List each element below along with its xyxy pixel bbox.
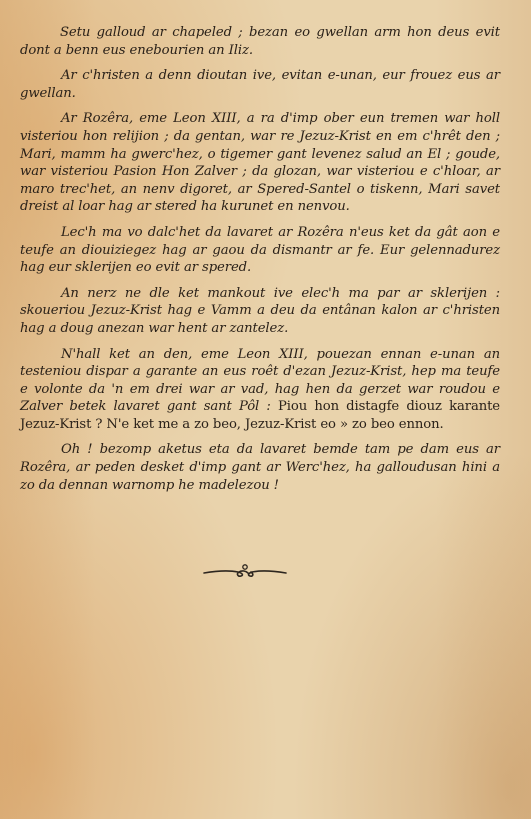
document-page <box>20 24 500 502</box>
paragraph-6-text: N'hall ket an den, eme Leon XIII, pouezan ennan e-unan an testeniou dispar a garante an eus roêt d'ezan Jezuz-Krist, hep ma teufe e volonte da 'n em drei war ar vad, hag hen da gerzet war roudou e Zalver betek lavaret gant sant Pôl : <box>20 346 500 415</box>
paragraph-6-roman-text: Piou hon distagfe diouz karante Jezuz-Krist ? N'e ket me a zo beo, Jezuz-Krist eo » zo beo ennon. <box>20 399 501 432</box>
paragraph-2-text: Ar c'hristen a denn dioutan ive, evitan e-unan, eur frouez eus ar gwellan. <box>20 68 500 101</box>
paragraph-4 <box>20 224 500 277</box>
paragraph-1 <box>20 24 500 59</box>
paragraph-3-text: Ar Rozêra, eme Leon XIII, a ra d'imp ober eun tremen war holl visteriou hon relijion ; da gentan, war re Jezuz-Krist en em c'hrêt den ; Mari, mamm ha gwerc'hez, o tigemer gant levenez salud an El ; goude, war visteriou Pasion Hon Zalver ; da glozan, war visteriou e c'hloar, ar maro trec'het, an nenv digoret, ar Spered-Santel o tiskenn, Mari savet dreist al loar hag ar stered ha kurunet en nenvou. <box>20 111 500 215</box>
paragraph-1-text: Setu galloud ar chapeled ; bezan eo gwellan arm hon deus evit dont a benn eus enebourien an Iliz. <box>20 25 500 58</box>
paragraph-5-text: An nerz ne dle ket mankout ive elec'h ma par ar sklerijen : skoueriou Jezuz-Krist hag e Vamm a deu da entânan kalon ar c'hristen hag a doug anezan war hent ar zantelez. <box>20 285 500 336</box>
paragraph-4-text: Lec'h ma vo dalc'het da lavaret ar Rozêra n'eus ket da gât aon e teufe an diouiziegez hag ar gaou da dismantr ar fe. Eur gelennadurez hag eur sklerijen eo evit ar spered. <box>20 224 500 276</box>
paragraph-2 <box>20 67 500 102</box>
paragraph-7 <box>20 441 500 494</box>
paragraph-6 <box>20 346 500 434</box>
paragraph-3 <box>20 110 500 216</box>
paragraph-7-text: Oh ! bezomp aketus eta da lavaret bemde tam pe dam eus ar Rozêra, ar peden desket d'imp gant ar Werc'hez, ha galloudusan hini a zo da dennan warnomp he madelezou ! <box>20 442 500 493</box>
paragraph-5 <box>20 285 500 338</box>
vine-flourish-icon <box>202 561 288 581</box>
